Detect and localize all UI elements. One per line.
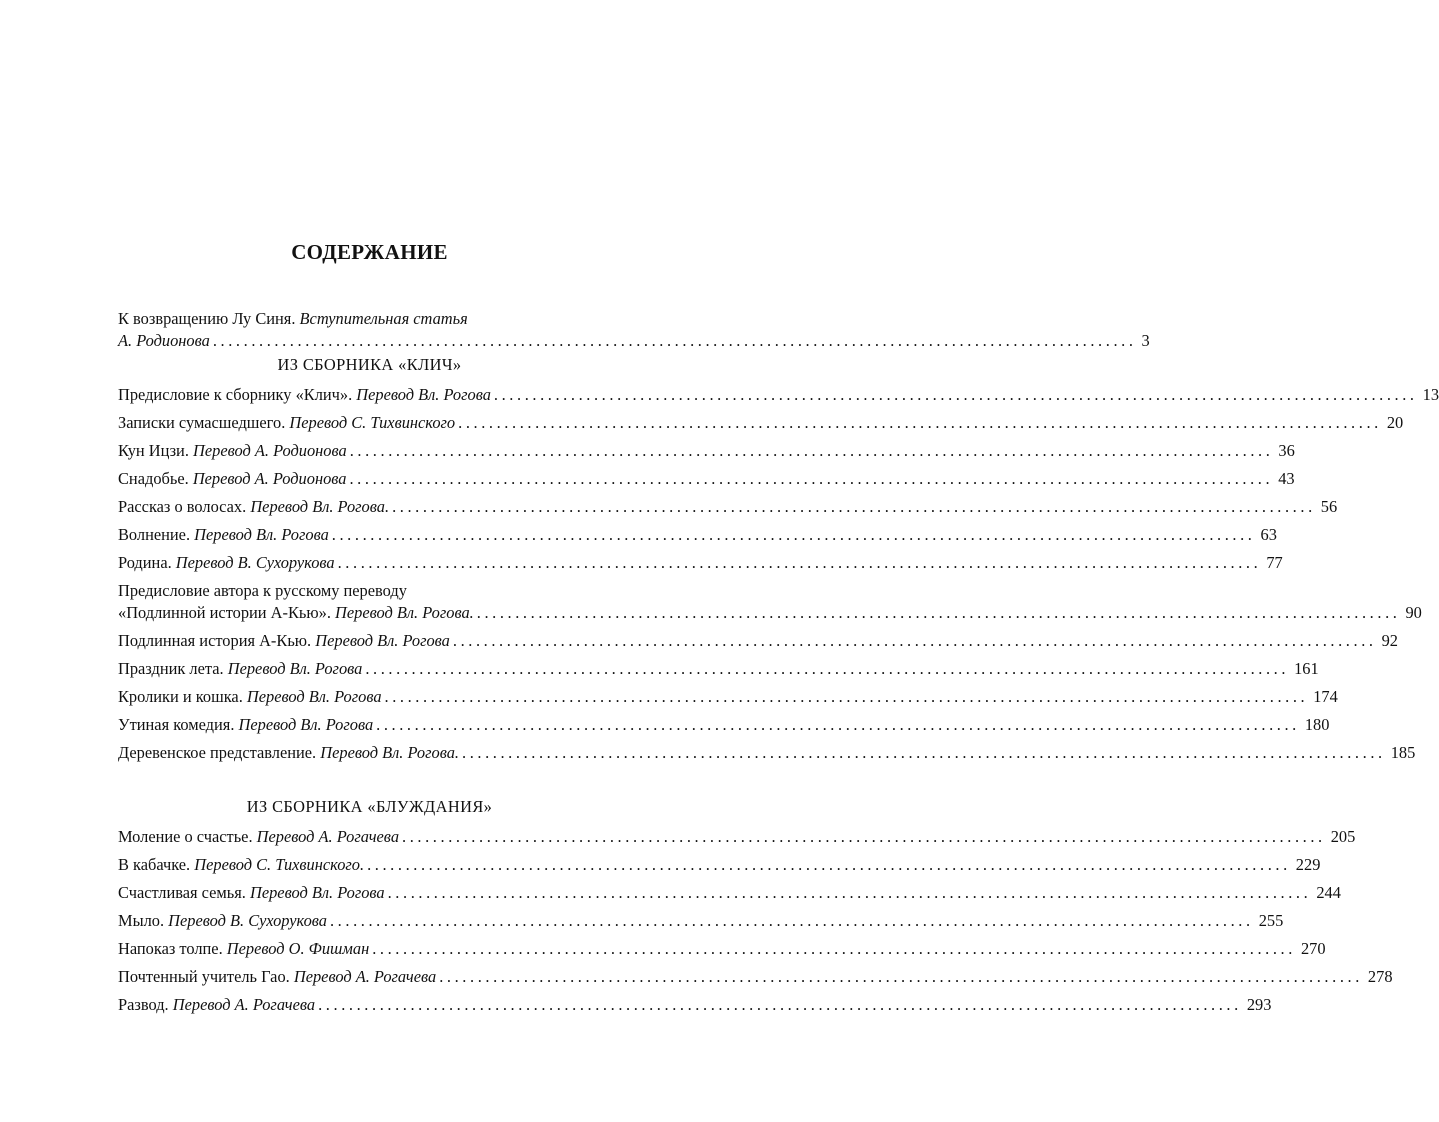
entry-credit: Перевод Вл. Рогова. (250, 497, 390, 516)
dot-leader: ........................................................................................................................ (331, 525, 1256, 544)
entry-title: Родина. (118, 553, 172, 572)
entry-title: Волнение. (118, 525, 191, 544)
toc-entry (118, 658, 1319, 680)
entry-page-number: 174 (1313, 687, 1338, 706)
toc-entry (118, 742, 1416, 764)
toc-entry (118, 994, 1272, 1016)
dot-leader: ........................................................................................................................ (458, 413, 1382, 432)
entry-title: К возвращению Лу Синя. (118, 309, 296, 328)
entry-title: Счастливая семья. (118, 883, 246, 902)
dot-leader: ........................................................................................................................ (462, 743, 1386, 762)
entry-page-number: 229 (1295, 855, 1321, 874)
dot-leader: ........................................................................................................................ (329, 911, 1254, 930)
entry-title: Кролики и кошка. (118, 687, 243, 706)
dot-leader: ........................................................................................................................ (212, 331, 1137, 350)
dot-leader: ........................................................................................................................ (402, 827, 1326, 846)
entry-title: Рассказ о волосах. (118, 497, 247, 516)
entry-title: Снадобье. (118, 469, 189, 488)
page-title: СОДЕРЖАНИЕ (291, 240, 448, 264)
toc-entry (118, 580, 1422, 624)
dot-leader: ........................................................................................................................ (439, 967, 1363, 986)
entry-page-number: 161 (1294, 659, 1319, 678)
entry-title: Мыло. (118, 911, 165, 930)
dot-leader: ........................................................................................................................ (367, 855, 1291, 874)
dot-leader: ........................................................................................................................ (392, 497, 1316, 516)
entry-title: Записки сумасшедшего. (118, 413, 286, 432)
entry-credit: Перевод А. Родионова (192, 469, 347, 488)
entry-title: Напоказ толпе. (118, 939, 223, 958)
toc-entry (118, 938, 1326, 960)
dot-leader: ........................................................................................................................ (493, 385, 1418, 404)
entry-credit: А. Родионова (118, 331, 210, 350)
toc-entry (118, 882, 1341, 904)
entry-title: Моление о счастье. (118, 827, 253, 846)
entry-credit: Перевод А. Родионова (193, 441, 347, 460)
toc-entry-line (118, 330, 1150, 352)
dot-leader: ........................................................................................................................ (349, 441, 1274, 460)
entry-page-number: 56 (1320, 497, 1338, 516)
toc-entry (118, 714, 1330, 736)
toc-page (118, 0, 1439, 1122)
dot-leader: ........................................................................................................................ (337, 553, 1262, 572)
entry-page-number: 278 (1367, 967, 1393, 986)
section-heading: ИЗ СБОРНИКА «БЛУЖДАНИЯ» (246, 797, 493, 816)
dot-leader: ........................................................................................................................ (376, 715, 1300, 734)
entry-credit: Перевод В. Сухорукова (175, 553, 335, 572)
entry-credit: Перевод Вл. Рогова (315, 631, 450, 650)
entry-page-number: 13 (1422, 385, 1439, 404)
toc-entry (118, 412, 1404, 434)
entry-page-number: 20 (1386, 413, 1404, 432)
section-heading: ИЗ СБОРНИКА «КЛИЧ» (277, 355, 462, 374)
toc-entry (118, 440, 1295, 462)
entry-page-number: 77 (1266, 553, 1283, 572)
dot-leader: ........................................................................................................................ (452, 631, 1377, 650)
entry-title: Кун Ицзи. (118, 441, 189, 460)
entry-title: Развод. (118, 995, 169, 1014)
entry-title: В кабачке. (118, 855, 191, 874)
entry-title: Подлинная история А-Кью. (118, 631, 312, 650)
entry-credit: Перевод С. Тихвинского. (194, 855, 365, 874)
entry-title: Предисловие к сборнику «Клич». (118, 385, 353, 404)
toc-entry (118, 854, 1321, 876)
entry-credit: Перевод А. Рогачева (256, 827, 400, 846)
entry-page-number: 244 (1316, 883, 1341, 902)
toc-entry (118, 468, 1295, 490)
toc-entry (118, 524, 1277, 546)
entry-title: Утиная комедия. (118, 715, 235, 734)
dot-leader: ........................................................................................................................ (384, 687, 1309, 706)
toc-entry (118, 910, 1284, 932)
entry-credit: Перевод Вл. Рогова. (335, 603, 474, 622)
entry-title: Деревенское представление. (118, 743, 317, 762)
entry-page-number: 36 (1278, 441, 1295, 460)
toc-entry (118, 826, 1356, 848)
entry-credit: Перевод Вл. Рогова (356, 385, 491, 404)
entry-credit: Перевод А. Рогачева (172, 995, 316, 1014)
entry-credit: Перевод О. Фишман (226, 939, 370, 958)
toc-entry-line (118, 308, 621, 330)
toc-entry (118, 966, 1393, 988)
entry-credit: Перевод Вл. Рогова (227, 659, 363, 678)
entry-page-number: 63 (1260, 525, 1277, 544)
toc-entry (118, 384, 1439, 406)
entry-title: Почтенный учитель Гао. (118, 967, 290, 986)
entry-page-number: 293 (1246, 995, 1272, 1014)
dot-leader: ........................................................................................................................ (318, 995, 1242, 1014)
entry-credit: Перевод Вл. Рогова (194, 525, 329, 544)
entry-credit: Перевод А. Рогачева (293, 967, 437, 986)
toc-entry-intro (118, 308, 1150, 352)
entry-credit: Вступительная статья (299, 309, 468, 328)
entry-credit: Перевод Вл. Рогова. (320, 743, 459, 762)
entry-page-number: 255 (1258, 911, 1284, 930)
entry-credit: Перевод В. Сухорукова (168, 911, 327, 930)
toc-entry (118, 496, 1338, 518)
entry-title: Предисловие автора к русскому переводу (118, 581, 407, 600)
entry-page-number: 180 (1304, 715, 1330, 734)
entry-page-number: 92 (1381, 631, 1398, 650)
entry-credit: Перевод Вл. Рогова (238, 715, 374, 734)
entry-page-number: 185 (1390, 743, 1416, 762)
dot-leader: ........................................................................................................................ (476, 603, 1401, 622)
entry-title: «Подлинной истории А-Кью». (118, 603, 331, 622)
entry-page-number: 205 (1330, 827, 1356, 846)
entry-page-number: 90 (1405, 603, 1422, 622)
dot-leader: ........................................................................................................................ (387, 883, 1312, 902)
entry-credit: Перевод С. Тихвинского (289, 413, 456, 432)
entry-page-number: 270 (1300, 939, 1326, 958)
entry-title: Праздник лета. (118, 659, 224, 678)
entry-page-number: 43 (1278, 469, 1295, 488)
toc-entry (118, 552, 1283, 574)
dot-leader: ........................................................................................................................ (372, 939, 1296, 958)
toc-entry (118, 630, 1398, 652)
toc-entry (118, 686, 1338, 708)
dot-leader: ........................................................................................................................ (365, 659, 1290, 678)
entry-credit: Перевод Вл. Рогова (246, 687, 382, 706)
dot-leader: ........................................................................................................................ (349, 469, 1274, 488)
entry-page-number: 3 (1141, 331, 1150, 350)
entry-credit: Перевод Вл. Рогова (250, 883, 385, 902)
